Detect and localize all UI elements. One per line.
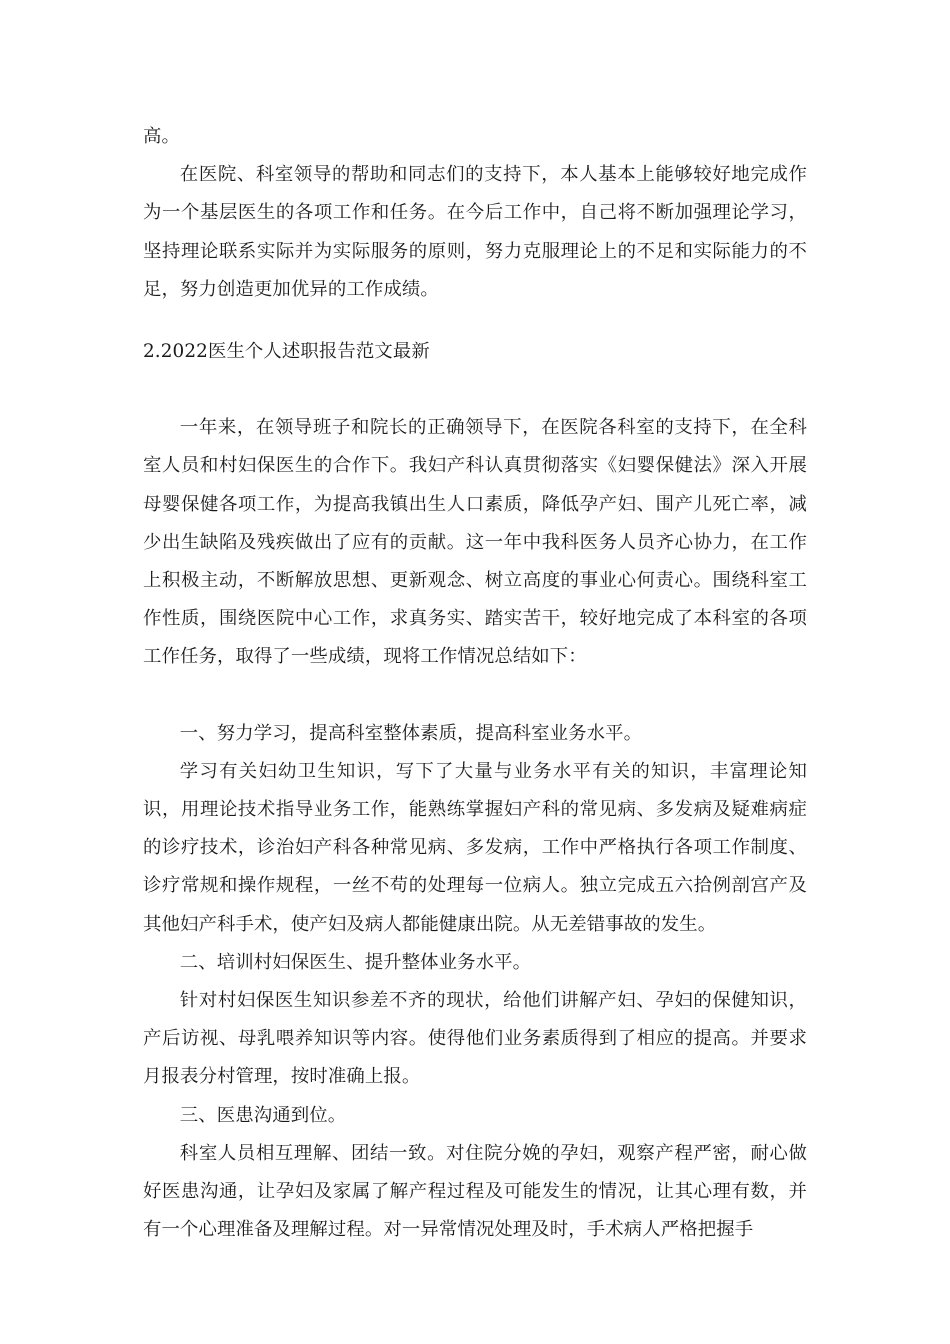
paragraph-continuation: 高。 [143, 126, 180, 147]
document-body [143, 118, 807, 1249]
paragraph-conclusion: 在医院、科室领导的帮助和同志们的支持下，本人基本上能够较好地完成作为一个基层医生的各项工作和任务。在今后工作中，自己将不断加强理论学习，坚持理论联系实际并为实际服务的原则，努力克服理论上的不足和实际能力的不足，努力创造更加优异的工作成绩。 [143, 164, 807, 300]
subheading-communication: 三、医患沟通到位。 [179, 1104, 347, 1126]
paragraph-training: 针对村妇保医生知识参差不齐的现状，给他们讲解产妇、孕妇的保健知识，产后访视、母乳喂养知识等内容。使得他们业务素质得到了相应的提高。并要求月报表分村管理，按时准确上报。 [143, 990, 807, 1088]
paragraph-communication: 科室人员相互理解、团结一致。对住院分娩的孕妇，观察产程严密，耐心做好医患沟通，让孕妇及家属了解产程过程及可能发生的情况，让其心理有数，并有一个心理准备及理解过程。对一异常情况处理及时，手术病人严格把握手 [143, 1142, 807, 1241]
paragraph-study: 学习有关妇幼卫生知识，写下了大量与业务水平有关的知识，丰富理论知识，用理论技术指导业务工作，能熟练掌握妇产科的常见病、多发病及疑难病症的诊疗技术，诊治妇产科各种常见病、多发病，工作中严格执行各项工作制度、诊疗常规和操作规程，一丝不苟的处理每一位病人。独立完成五六拾例剖宫产及其他妇产科手术，使产妇及病人都能健康出院。从无差错事故的发生。 [143, 760, 807, 935]
subheading-training: 二、培训村妇保医生、提升整体业务水平。 [179, 951, 532, 973]
subheading-study: 一、努力学习，提高科室整体素质，提高科室业务水平。 [179, 722, 643, 744]
paragraph-intro: 一年来，在领导班子和院长的正确领导下，在医院各科室的支持下，在全科室人员和村妇保医生的合作下。我妇产科认真贯彻落实《妇婴保健法》深入开展母婴保健各项工作，为提高我镇出生人口素质，降低孕产妇、围产儿死亡率，减少出生缺陷及残疾做出了应有的贡献。这一年中我科医务人员齐心协力，在工作上积极主动，不断解放思想、更新观念、树立高度的事业心何责心。围绕科室工作性质，围绕医院中心工作，求真务实、踏实苦干，较好地完成了本科室的各项工作任务，取得了一些成绩，现将工作情况总结如下： [143, 417, 807, 668]
section-heading: 2.2022医生个人述职报告范文最新 [143, 341, 430, 363]
